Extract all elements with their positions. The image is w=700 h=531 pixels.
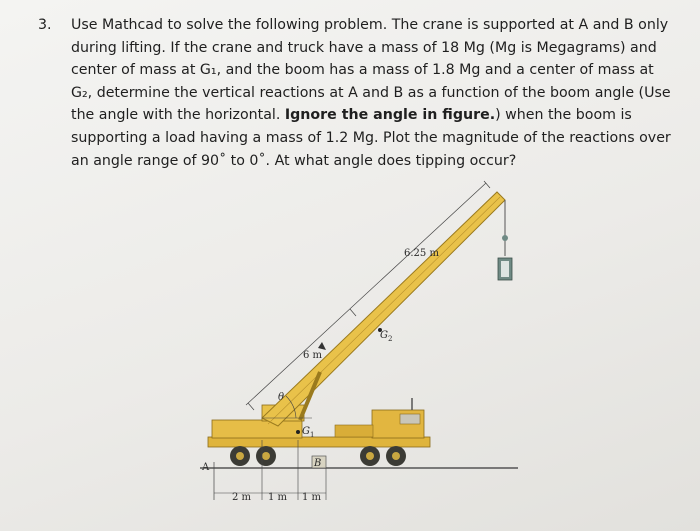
crane-base (212, 420, 302, 438)
g1-subscript: 1 (310, 431, 315, 439)
wheel-hub (392, 452, 400, 460)
boom-arm (262, 192, 505, 426)
truck-deck (335, 425, 373, 437)
g2-label: G (380, 330, 388, 341)
dim-label-1m-b: 1 m (302, 492, 322, 503)
wheel-hub (236, 452, 244, 460)
label-a: A (202, 462, 210, 473)
load-face (501, 261, 509, 277)
problem-text-part2: ) when the boom is supporting a load having a mass of 1.2 Mg. Plot the magnitude of the reactions over an angle range of 90˚ to 0˚. At what angle does tipping occur? (71, 107, 671, 169)
g1-marker (296, 430, 300, 434)
wheel-hub (262, 452, 270, 460)
dim-label-625m: 6.25 m (404, 248, 439, 259)
theta-label: θ (278, 392, 285, 403)
label-b: B (314, 458, 322, 469)
dim-tick (248, 403, 254, 410)
truck-chassis (208, 437, 430, 447)
hook (502, 235, 508, 241)
problem-text-bold: Ignore the angle in figure. (284, 107, 496, 124)
problem-text-part1: Use Mathcad to solve the following problem. The crane is supported at A and B only during lifting. If the crane and truck have a mass of 18 Mg (Mg is Megagrams) and center of mass at G₁, and the boom has a mass of 1.8 Mg and a center of mass at G₂, determine the vertical reactions at A and B as a function of the boom angle (Use the angle with the horizontal. (71, 17, 671, 124)
dim-label-2m: 2 m (232, 492, 252, 503)
boom (262, 192, 505, 426)
wheel-hub (366, 452, 374, 460)
dim-label-1m-a: 1 m (268, 492, 288, 503)
g1-label: G (302, 426, 310, 437)
dim-tick (350, 309, 356, 316)
boom-dimension (246, 181, 490, 410)
problem-number: 3. (38, 17, 52, 33)
dim-tick (484, 181, 490, 188)
boom-centerline (268, 197, 500, 424)
dim-label-6m: 6 m (303, 350, 323, 361)
boom-dim-line (246, 183, 486, 405)
dim-arrow (318, 342, 326, 350)
g2-subscript: 2 (388, 335, 393, 343)
cab-window (400, 414, 420, 424)
